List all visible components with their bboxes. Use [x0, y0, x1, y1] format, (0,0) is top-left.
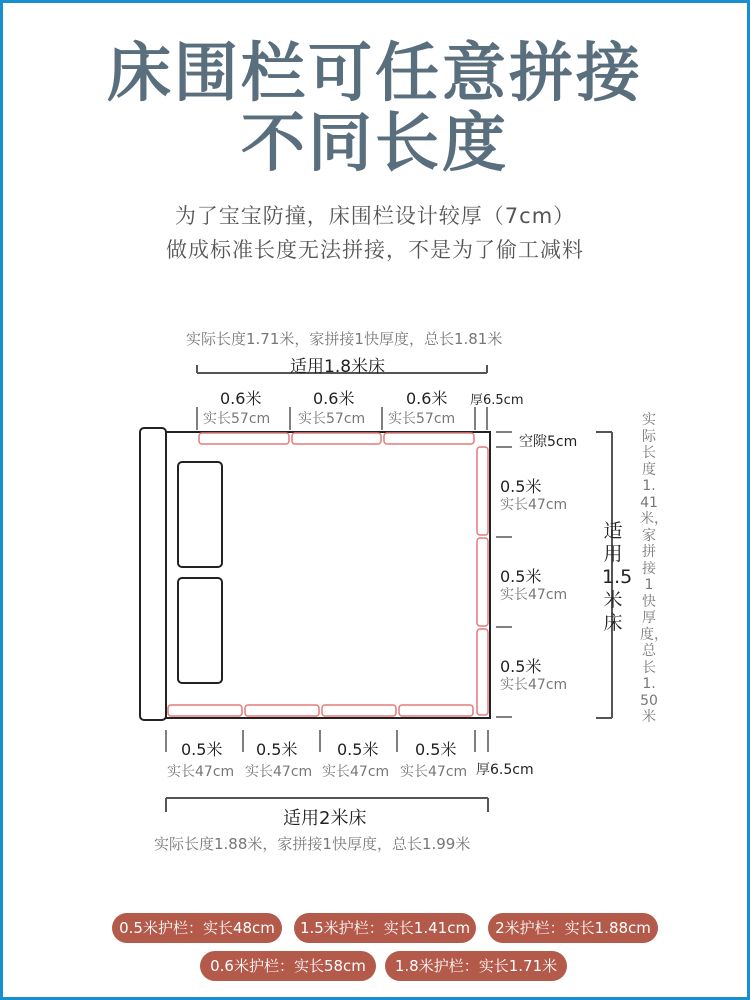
top-seg-size: 0.6米	[313, 389, 355, 408]
bottom-seg-size: 0.5米	[415, 740, 457, 759]
subtitle-line2: 做成标准长度无法拼接，不是为了偷工减料	[166, 238, 584, 262]
top-seg-size: 0.6米	[220, 389, 262, 408]
page-title-line2: 不同长度	[241, 107, 509, 181]
bottom-seg-size: 0.5米	[181, 740, 223, 759]
bottom-seg-actual: 实长47cm	[400, 764, 468, 780]
spec-pill: 1.8米护栏：实长1.71米	[385, 951, 567, 981]
bottom-seg-size: 0.5米	[256, 740, 298, 759]
top-seg-actual: 实长57cm	[298, 411, 366, 427]
right-seg-actual: 实长47cm	[500, 677, 568, 693]
top-summary: 实际长度1.71米，家拼接1快厚度，总长1.81米	[186, 330, 503, 348]
right-seg-size: 0.5米	[500, 477, 542, 496]
top-seg-actual: 实长57cm	[388, 411, 456, 427]
spec-pill: 2米护栏：实长1.88cm	[488, 913, 658, 943]
spec-pill: 0.5米护栏：实长48cm	[112, 913, 282, 943]
top-seg-size: 0.6米	[406, 389, 448, 408]
top-bed-label: 适用1.8米床	[290, 357, 386, 377]
top-seg-actual: 实长57cm	[203, 411, 271, 427]
right-bed-label: 适用1.5米床	[602, 520, 633, 634]
bottom-seg-actual: 实长47cm	[167, 764, 235, 780]
right-summary: 实际长度1.41米，家拼接1快厚度，总长1.50米	[640, 412, 668, 725]
right-gap: 空隙5cm	[519, 434, 578, 450]
spec-pill: 0.6米护栏：实长58cm	[200, 951, 376, 981]
subtitle-line1: 为了宝宝防撞，床围栏设计较厚（7cm）	[174, 204, 576, 228]
bottom-thickness: 厚6.5cm	[476, 762, 534, 778]
top-thickness: 厚6.5cm	[470, 393, 524, 408]
page-title-line1: 床围栏可任意拼接	[107, 37, 643, 111]
bottom-seg-actual: 实长47cm	[245, 764, 313, 780]
bottom-bed-label: 适用2米床	[283, 808, 367, 829]
right-seg-size: 0.5米	[500, 567, 542, 586]
right-seg-size: 0.5米	[500, 657, 542, 676]
bottom-summary: 实际长度1.88米，家拼接1快厚度，总长1.99米	[154, 835, 471, 853]
bottom-seg-actual: 实长47cm	[322, 764, 390, 780]
spec-pill: 1.5米护栏：实长1.41cm	[294, 913, 476, 943]
right-seg-actual: 实长47cm	[500, 587, 568, 603]
bottom-seg-size: 0.5米	[337, 740, 379, 759]
right-seg-actual: 实长47cm	[500, 497, 568, 513]
